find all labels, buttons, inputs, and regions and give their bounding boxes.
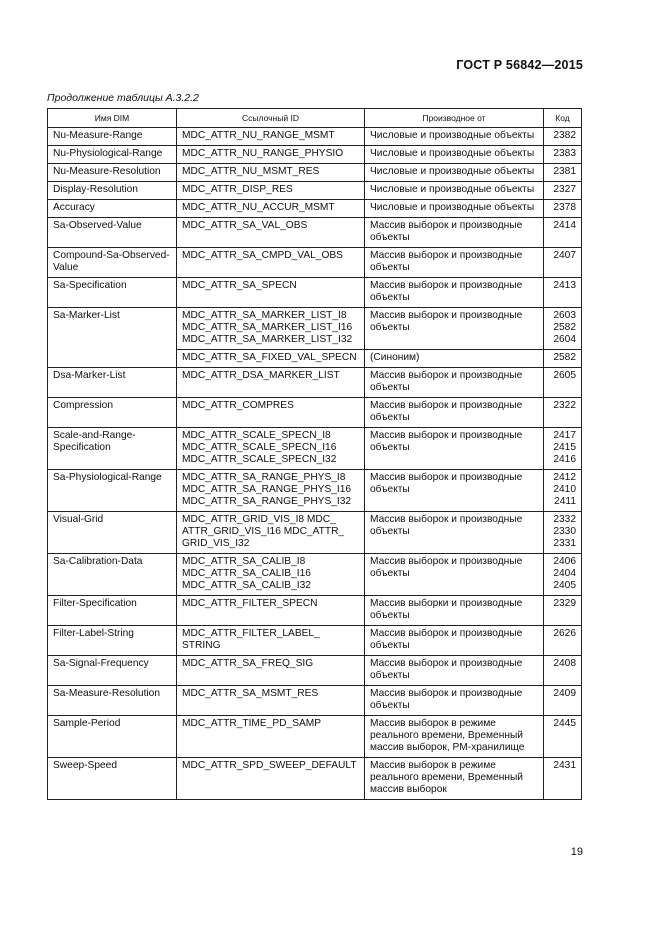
code-value: 2582 [553,322,576,333]
reference-id-cell [177,164,365,182]
table-row [48,248,582,278]
derived-from-cell: Массив выборок в режиме реального времени, Временный массив выборок, PM-хранилище [365,716,544,758]
table-caption: Продолжение таблицы А.3.2.2 [47,92,199,104]
reference-id-line: MDC_ATTR_SA_CALIB_I16 [182,568,311,579]
table-row [48,278,582,308]
code-value: 2408 [553,658,576,669]
reference-id-line: MDC_ATTR_SA_FIXED_VAL_SPECN [182,352,357,363]
code-value: 2413 [553,280,576,291]
derived-from-cell: Числовые и производные объекты [365,182,544,200]
reference-id-cell [177,308,365,350]
reference-id-cell [177,128,365,146]
column-header-code: Код [544,109,582,128]
reference-id-line: MDC_ATTR_SPD_SWEEP_DEFAULT [182,760,357,771]
table-body [48,128,582,800]
reference-id-line: MDC_ATTR_SA_FREQ_SIG [182,658,314,669]
dim-name-cell: Sa-Marker-List [48,308,177,368]
attributes-table [47,108,582,800]
derived-from-cell: Числовые и производные объекты [365,146,544,164]
table-row [48,218,582,248]
reference-id-cell [177,200,365,218]
reference-id-cell [177,716,365,758]
reference-id-line: MDC_ATTR_SA_SPECN [182,280,297,291]
column-header-dim-name: Имя DIM [48,109,177,128]
code-cell [544,248,582,278]
reference-id-line: MDC_ATTR_SA_MARKER_LIST_I8 [182,310,347,321]
dim-name-cell: Dsa-Marker-List [48,368,177,398]
table-row [48,398,582,428]
code-value: 2410 [553,484,576,495]
code-value: 2604 [553,334,576,345]
reference-id-line: MDC_ATTR_SA_RANGE_PHYS_I32 [182,496,352,507]
derived-from-cell: Массив выборок и производные объекты [365,368,544,398]
reference-id-cell [177,182,365,200]
derived-from-cell: (Синоним) [365,350,544,368]
code-cell [544,716,582,758]
code-cell [544,596,582,626]
code-cell [544,428,582,470]
code-cell [544,656,582,686]
reference-id-line: MDC_ATTR_SA_RANGE_PHYS_I8 [182,472,346,483]
reference-id-line: MDC_ATTR_SA_MARKER_LIST_I32 [182,334,353,345]
reference-id-line: MDC_ATTR_DISP_RES [182,184,293,195]
dim-name-cell: Nu-Measure-Resolution [48,164,177,182]
reference-id-line: STRING [182,640,221,651]
code-value: 2404 [553,568,576,579]
table-row [48,428,582,470]
code-value: 2415 [553,442,576,453]
reference-id-line: MDC_ATTR_NU_ACCUR_MSMT [182,202,335,213]
reference-id-line: MDC_ATTR_COMPRES [182,400,294,411]
code-value: 2603 [553,310,576,321]
code-cell [544,164,582,182]
code-value: 2409 [553,688,576,699]
code-cell [544,146,582,164]
reference-id-cell [177,470,365,512]
table-header-row [48,109,582,128]
dim-name-cell: Accuracy [48,200,177,218]
code-value: 2383 [553,148,576,159]
reference-id-line: MDC_ATTR_FILTER_SPECN [182,598,318,609]
reference-id-line: GRID_VIS_I32 [182,538,250,549]
code-value: 2322 [553,400,576,411]
code-cell [544,686,582,716]
code-value: 2327 [553,184,576,195]
dim-name-cell: Sa-Specification [48,278,177,308]
dim-name-cell: Filter-Label-String [48,626,177,656]
code-value: 2412 [553,472,576,483]
code-cell [544,128,582,146]
table-row [48,470,582,512]
reference-id-cell [177,656,365,686]
reference-id-line: MDC_ATTR_NU_MSMT_RES [182,166,320,177]
reference-id-cell [177,248,365,278]
code-value: 2411 [554,496,576,507]
reference-id-cell [177,278,365,308]
code-value: 2406 [553,556,576,567]
page-number: 19 [570,846,583,858]
derived-from-cell: Массив выборок и производные объекты [365,470,544,512]
code-value: 2378 [553,202,576,213]
code-value: 2414 [553,220,576,231]
code-value: 2416 [553,454,576,465]
reference-id-cell [177,218,365,248]
derived-from-cell: Массив выборок и производные объекты [365,428,544,470]
code-cell [544,758,582,800]
code-cell [544,470,582,512]
reference-id-line: MDC_ATTR_DSA_MARKER_LIST [182,370,340,381]
reference-id-line: MDC_ATTR_SA_MARKER_LIST_I16 [182,322,353,333]
column-header-reference-id: Ссылочный ID [177,109,365,128]
derived-from-cell: Массив выборок и производные объекты [365,656,544,686]
reference-id-cell [177,512,365,554]
code-value: 2332 [553,514,576,525]
derived-from-cell: Массив выборок и производные объекты [365,398,544,428]
code-value: 2407 [553,250,576,261]
table-row [48,758,582,800]
code-value: 2445 [553,718,576,729]
table-row [48,164,582,182]
reference-id-line: MDC_ATTR_SCALE_SPECN_I32 [182,454,337,465]
reference-id-line: MDC_ATTR_SA_VAL_OBS [182,220,308,231]
dim-name-cell: Sa-Observed-Value [48,218,177,248]
reference-id-line: MDC_ATTR_NU_RANGE_MSMT [182,130,335,141]
code-value: 2405 [553,580,576,591]
derived-from-cell: Массив выборок и производные объекты [365,278,544,308]
dim-name-cell: Sa-Calibration-Data [48,554,177,596]
reference-id-line: MDC_ATTR_TIME_PD_SAMP [182,718,322,729]
reference-id-line: MDC_ATTR_SA_CALIB_I8 [182,556,306,567]
reference-id-line: MDC_ATTR_SCALE_SPECN_I16 [182,442,337,453]
standard-designation: ГОСТ Р 56842—2015 [456,58,583,72]
derived-from-cell: Массив выборок и производные объекты [365,626,544,656]
reference-id-cell [177,626,365,656]
code-value: 2582 [553,352,576,363]
derived-from-cell: Массив выборок и производные объекты [365,248,544,278]
column-header-derived-from: Производное от [365,109,544,128]
code-cell [544,278,582,308]
dim-name-cell: Sa-Measure-Resolution [48,686,177,716]
reference-id-cell [177,398,365,428]
dim-name-cell: Sample-Period [48,716,177,758]
code-value: 2330 [553,526,576,537]
table-row [48,596,582,626]
code-value: 2329 [553,598,576,609]
dim-name-cell: Scale-and-Range-Specification [48,428,177,470]
reference-id-line: MDC_ATTR_SA_MSMT_RES [182,688,319,699]
table-row [48,308,582,350]
table-row [48,128,582,146]
code-value: 2605 [553,370,576,381]
reference-id-cell [177,368,365,398]
table-row [48,182,582,200]
code-cell [544,200,582,218]
dim-name-cell: Sa-Physiological-Range [48,470,177,512]
code-value: 2382 [553,130,576,141]
derived-from-cell: Массив выборок и производные объекты [365,512,544,554]
code-cell [544,368,582,398]
table-row [48,554,582,596]
code-cell [544,398,582,428]
table-row [48,656,582,686]
code-cell [544,182,582,200]
dim-name-cell: Sa-Signal-Frequency [48,656,177,686]
dim-name-cell: Compression [48,398,177,428]
reference-id-line: MDC_ATTR_SA_RANGE_PHYS_I16 [182,484,352,495]
table-row [48,716,582,758]
code-cell [544,626,582,656]
derived-from-cell: Массив выборок и производные объекты [365,218,544,248]
reference-id-cell [177,596,365,626]
derived-from-cell: Массив выборок в режиме реального времени, Временный массив выборок [365,758,544,800]
table-row [48,146,582,164]
code-value: 2431 [553,760,576,771]
reference-id-cell [177,554,365,596]
dim-name-cell: Compound-Sa-Observed-Value [48,248,177,278]
dim-name-cell: Sweep-Speed [48,758,177,800]
code-value: 2417 [553,430,576,441]
code-cell [544,512,582,554]
code-value: 2626 [553,628,576,639]
table-row [48,626,582,656]
code-cell [544,218,582,248]
derived-from-cell: Массив выборок и производные объекты [365,686,544,716]
code-value: 2381 [553,166,576,177]
dim-name-cell: Filter-Specification [48,596,177,626]
dim-name-cell: Nu-Measure-Range [48,128,177,146]
table-row [48,686,582,716]
code-cell [544,308,582,350]
dim-name-cell: Nu-Physiological-Range [48,146,177,164]
reference-id-line: MDC_ATTR_NU_RANGE_PHYSIO [182,148,344,159]
derived-from-cell: Массив выборок и производные объекты [365,308,544,350]
dim-name-cell: Visual-Grid [48,512,177,554]
reference-id-line: ATTR_GRID_VIS_I16 MDC_ATTR_ [182,526,345,537]
reference-id-cell [177,146,365,164]
code-cell [544,554,582,596]
code-value: 2331 [553,538,576,549]
table-row [48,368,582,398]
table-row [48,512,582,554]
reference-id-line: MDC_ATTR_FILTER_LABEL_ [182,628,320,639]
reference-id-line: MDC_ATTR_SCALE_SPECN_I8 [182,430,331,441]
derived-from-cell: Числовые и производные объекты [365,128,544,146]
reference-id-cell [177,350,365,368]
reference-id-line: MDC_ATTR_SA_CMPD_VAL_OBS [182,250,343,261]
reference-id-cell [177,428,365,470]
table-row [48,200,582,218]
derived-from-cell: Числовые и производные объекты [365,200,544,218]
dim-name-cell: Display-Resolution [48,182,177,200]
derived-from-cell: Массив выборки и производные объекты [365,596,544,626]
reference-id-cell [177,758,365,800]
reference-id-cell [177,686,365,716]
reference-id-line: MDC_ATTR_GRID_VIS_I8 MDC_ [182,514,336,525]
reference-id-line: MDC_ATTR_SA_CALIB_I32 [182,580,311,591]
derived-from-cell: Числовые и производные объекты [365,164,544,182]
derived-from-cell: Массив выборок и производные объекты [365,554,544,596]
code-cell [544,350,582,368]
